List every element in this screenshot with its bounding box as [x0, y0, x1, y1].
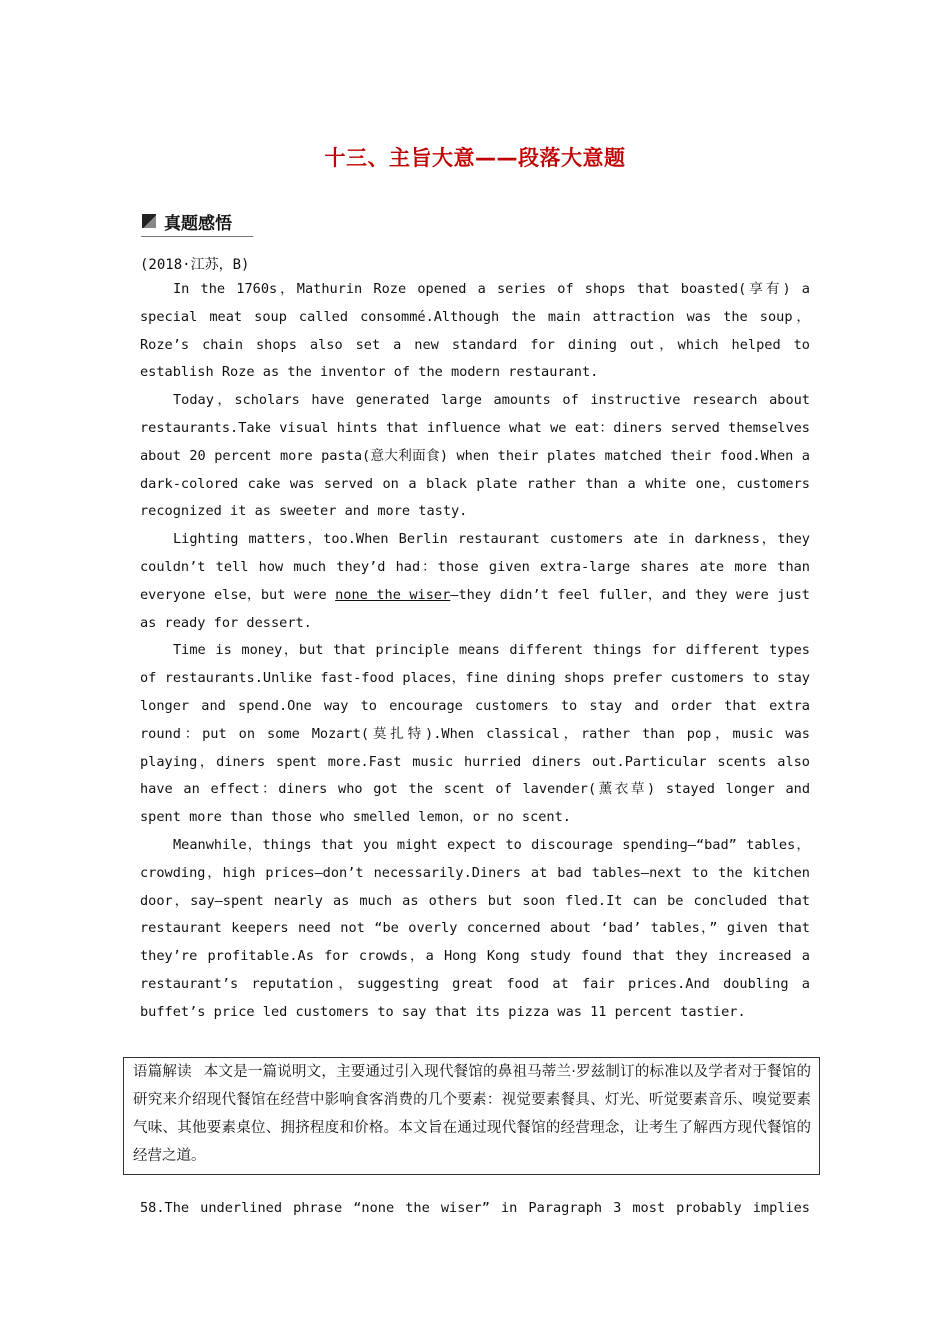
question-58: 58.The underlined phrase “none the wiser” in Paragraph 3 most probably implies: [140, 1200, 810, 1216]
section-label: 真题感悟: [164, 214, 232, 234]
analysis-label: 语篇解读: [133, 1064, 192, 1080]
section-marker-icon: [142, 214, 156, 228]
paragraph-2: Today，scholars have generated large amounts of instructive research about restaurants.Take visual hints that influence what we eat：diners served themselves about 20 percent more pasta(意大利面食) when their plates matched their food.When a dark-colored cake was served on a black plate rather than a white one，customers recognized it as sweeter and more tasty.: [140, 392, 810, 520]
paragraph-1: In the 1760s，Mathurin Roze opened a series of shops that boasted(享有) a special meat soup called consommé.Although the main attraction was the soup，Roze’s chain shops also set a new standard for dining out，which helped to establish Roze as the inventor of the modern restaurant.: [140, 281, 810, 381]
analysis-text: 本文是一篇说明文，主要通过引入现代餐馆的鼻祖马蒂兰·罗兹制订的标准以及学者对于餐馆的研究来介绍现代餐馆在经营中影响食客消费的几个要素：视觉要素餐具、灯光、听觉要素音乐、嗅觉要素气味、其他要素桌位、拥挤程度和价格。本文旨在通过现代餐馆的经营理念，让考生了解西方现代餐馆的经营之道。: [133, 1064, 812, 1164]
passage-analysis-box: [123, 1057, 820, 1175]
paragraph-4: Time is money，but that principle means different things for different types of restaurants.Unlike fast-food places，fine dining shops prefer customers to stay longer and spend.One way to encourage customers to stay and order that extra round：put on some Mozart(莫扎特).When classical，rather than pop，music was playing，diners spent more.Fast music hurried diners out.Particular scents also have an effect：diners who got the scent of lavender(薰衣草) stayed longer and spent more than those who smelled lemon，or no scent.: [140, 642, 810, 826]
reading-passage: [140, 276, 810, 1027]
underlined-phrase: none the wiser: [335, 586, 451, 603]
section-header: [141, 206, 253, 237]
paragraph-3-part-b: —they didn’t feel fuller，and they were just as ready for dessert.: [140, 586, 810, 631]
paragraph-3-part-a: Lighting matters，too.When Berlin restaurant customers ate in darkness，they couldn’t tell how much they’d had：those given extra-large shares ate more than everyone else，but were: [140, 531, 810, 603]
page-title: 十三、主旨大意——段落大意题: [324, 146, 626, 170]
paragraph-5: Meanwhile，things that you might expect to discourage spending—“bad” tables，crowding，high prices—don’t necessarily.Diners at bad tables—next to the kitchen door，say—spent nearly as much as others but soon fled.It can be concluded that restaurant keepers need not “be overly concerned about ‘bad’ tables，” given that they’re profitable.As for crowds，a Hong Kong study found that they increased a restaurant’s reputation，suggesting great food at fair prices.And doubling a buffet’s price led customers to say that its pizza was 11 percent tastier.: [140, 836, 810, 1020]
paragraph-3: [140, 526, 810, 637]
question-source: (2018·江苏，B): [140, 257, 250, 273]
